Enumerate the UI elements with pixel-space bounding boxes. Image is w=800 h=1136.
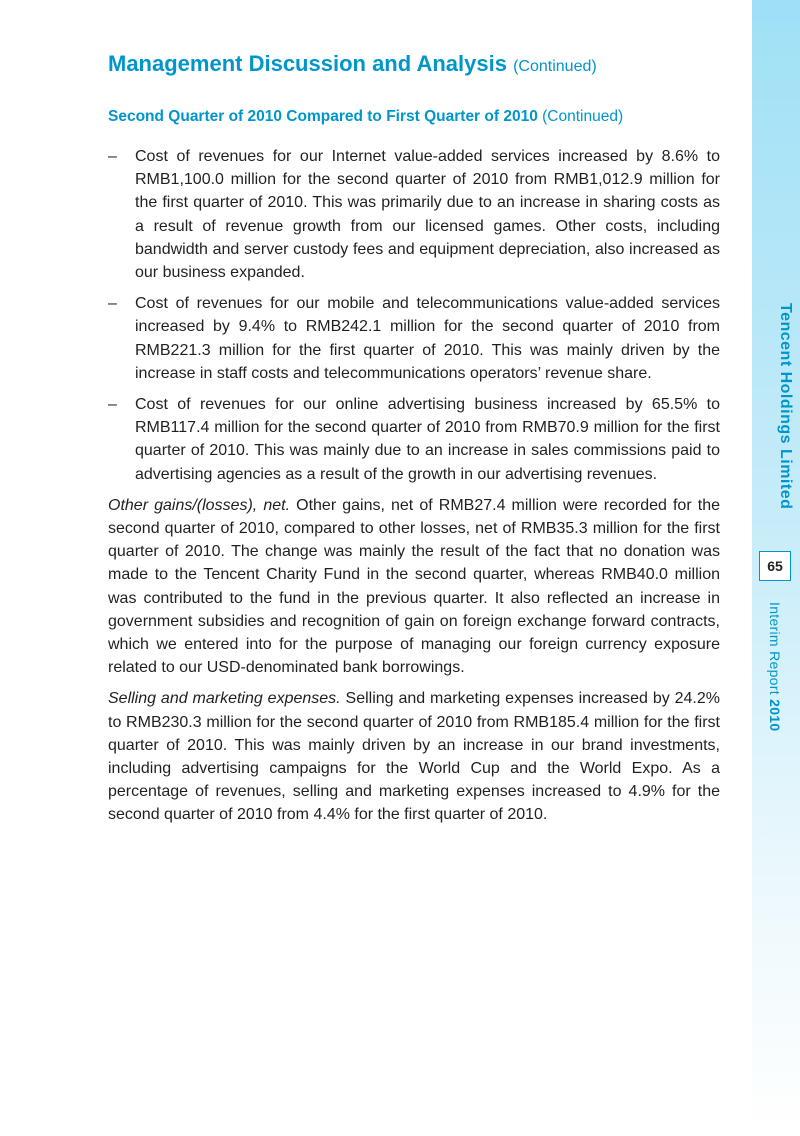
bullet-text: Cost of revenues for our online advertising business increased by 65.5% to RMB117.4 million for the second quarter of 2010 from RMB70.9 million for the first quarter of 2010. This was mainly due to an increase in sales commissions paid to advertising agencies as a result of the growth in our advertising revenues.: [135, 396, 720, 483]
sidebar-report-label: Interim Report: [767, 602, 783, 695]
page-title-suffix: (Continued): [513, 58, 597, 75]
list-item: [108, 393, 720, 486]
cost-bullet-list: [108, 145, 720, 486]
dash-marker: –: [108, 295, 117, 313]
dash-marker: –: [108, 396, 117, 414]
page-number-label: 65: [767, 558, 783, 574]
paragraph-text: Selling and marketing expenses increased by 24.2% to RMB230.3 million for the second quarter of 2010 from RMB185.4 million for the first quarter of 2010. This was mainly driven by an increase in our brand investments, including advertising campaigns for the World Cup and the World Expo. As a percentage of revenues, selling and marketing expenses increased to 4.9% for the second quarter of 2010 from 4.4% for the first quarter of 2010.: [108, 690, 721, 824]
page-title: [108, 49, 720, 82]
paragraph-lead: Selling and marketing expenses.: [108, 690, 341, 708]
paragraph-other-gains: [108, 494, 720, 680]
sidebar-report-title: [767, 602, 783, 731]
paragraph-text: Other gains, net of RMB27.4 million were recorded for the second quarter of 2010, compared to other losses, net of RMB35.3 million for the first quarter of 2010. The change was mainly the result of the fact that no donation was made to the Tencent Charity Fund in the second quarter, whereas RMB40.0 million was contributed to the fund in the previous quarter. It also reflected an increase in government subsidies and recognition of gain on foreign exchange forward contracts, which we entered into for the purpose of managing our foreign currency exposure related to our USD-denominated bank borrowings.: [108, 496, 720, 677]
sidebar-report-year: 2010: [767, 699, 783, 732]
list-item: [108, 145, 720, 284]
paragraph-lead: Other gains/(losses), net.: [108, 496, 291, 514]
dash-marker: –: [108, 148, 117, 165]
section-heading-text: Second Quarter of 2010 Compared to First Quarter of 2010: [108, 108, 538, 125]
section-heading-suffix: (Continued): [542, 108, 624, 125]
bullet-text: Cost of revenues for our Internet value-added services increased by 8.6% to RMB1,100.0 million for the second quarter of 2010 from RMB1,012.9 million for the first quarter of 2010. This was primarily due to an increase in sharing costs as a result of revenue growth from our licensed games. Other costs, including bandwidth and server custody fees and equipment depreciation, also increased as our business expanded.: [135, 148, 720, 282]
paragraph-selling-marketing: [108, 687, 720, 826]
list-item: [108, 292, 720, 385]
page-number: [759, 551, 791, 581]
page-title-text: Management Discussion and Analysis: [108, 51, 507, 76]
bullet-text: Cost of revenues for our mobile and telecommunications value-added services increased by 9.4% to RMB242.1 million for the second quarter of 2010 from RMB221.3 million for the first quarter of 2010. This was mainly driven by the increase in staff costs and telecommunications operators’ revenue share.: [135, 295, 720, 382]
section-heading: [108, 106, 720, 128]
main-content: [108, 49, 720, 835]
sidebar-company-name: Tencent Holdings Limited: [777, 303, 794, 510]
